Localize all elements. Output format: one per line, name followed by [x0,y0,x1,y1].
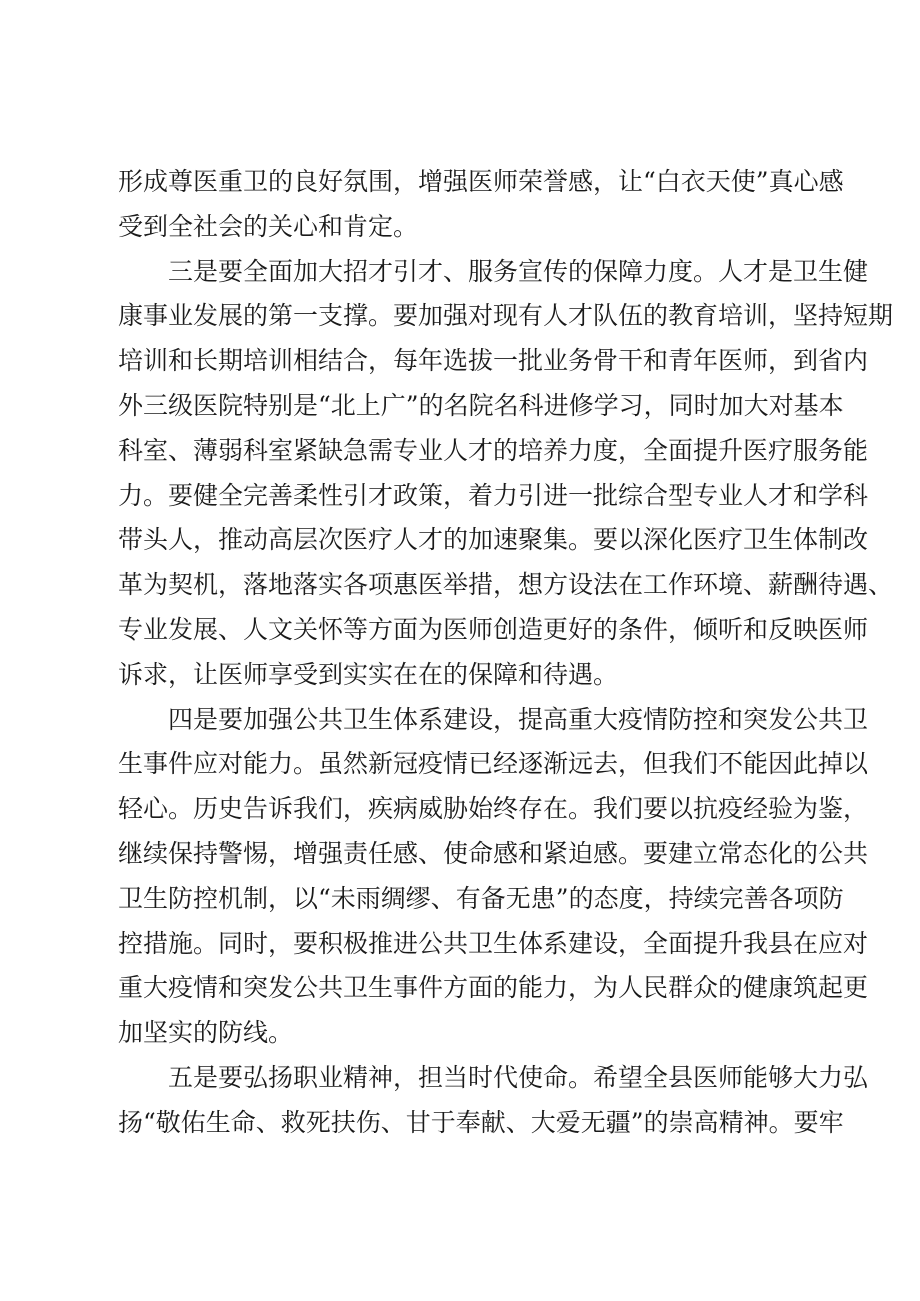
text-line: 革为契机，落地落实各项惠医举措，想方设法在工作环境、薪酬待遇、 [118,570,894,600]
paragraph-start-line: 三是要全面加大招才引才、服务宣传的保障力度。人才是卫生健 [168,256,869,286]
text-line: 轻心。历史告诉我们，疾病威胁始终存在。我们要以抗疫经验为鉴， [118,794,869,824]
paragraph-start-line: 四是要加强公共卫生体系建设，提高重大疫情防控和突发公共卫 [168,704,869,734]
text-line: 诉求，让医师享受到实实在在的保障和待遇。 [118,659,619,689]
text-line: 力。要健全完善柔性引才政策，着力引进一批综合型专业人才和学科 [118,480,869,510]
text-line: 卫生防控机制，以“未雨绸缪、有备无患”的态度，持续完善各项防 [118,883,844,913]
text-line: 科室、薄弱科室紧缺急需专业人才的培养力度，全面提升医疗服务能 [118,435,869,465]
text-line: 带头人，推动高层次医疗人才的加速聚集。要以深化医疗卫生体制改 [118,525,869,555]
paragraph-start-line: 五是要弘扬职业精神，担当时代使命。希望全县医师能够大力弘 [168,1062,869,1092]
text-line: 生事件应对能力。虽然新冠疫情已经逐渐远去，但我们不能因此掉以 [118,749,869,779]
text-line: 控措施。同时，要积极推进公共卫生体系建设，全面提升我县在应对 [118,928,869,958]
text-line: 外三级医院特别是“北上广”的名院名科进修学习，同时加大对基本 [118,390,844,420]
text-line: 专业发展、人文关怀等方面为医师创造更好的条件，倾听和反映医师 [118,614,869,644]
text-line: 扬“敬佑生命、救死扶伤、甘于奉献、大爱无疆”的崇高精神。要牢 [118,1107,844,1137]
text-line: 重大疫情和突发公共卫生事件方面的能力，为人民群众的健康筑起更 [118,973,869,1003]
text-line: 形成尊医重卫的良好氛围，增强医师荣誉感，让“白衣天使”真心感 [118,167,844,196]
body-text [118,160,894,1146]
text-line: 受到全社会的关心和肯定。 [118,211,419,241]
text-line: 继续保持警惕，增强责任感、使命感和紧迫感。要建立常态化的公共 [118,838,869,868]
text-line: 培训和长期培训相结合，每年选拔一批业务骨干和青年医师，到省内 [118,346,869,376]
text-line: 加坚实的防线。 [118,1018,294,1048]
text-line: 康事业发展的第一支撑。要加强对现有人才队伍的教育培训，坚持短期 [118,301,894,331]
